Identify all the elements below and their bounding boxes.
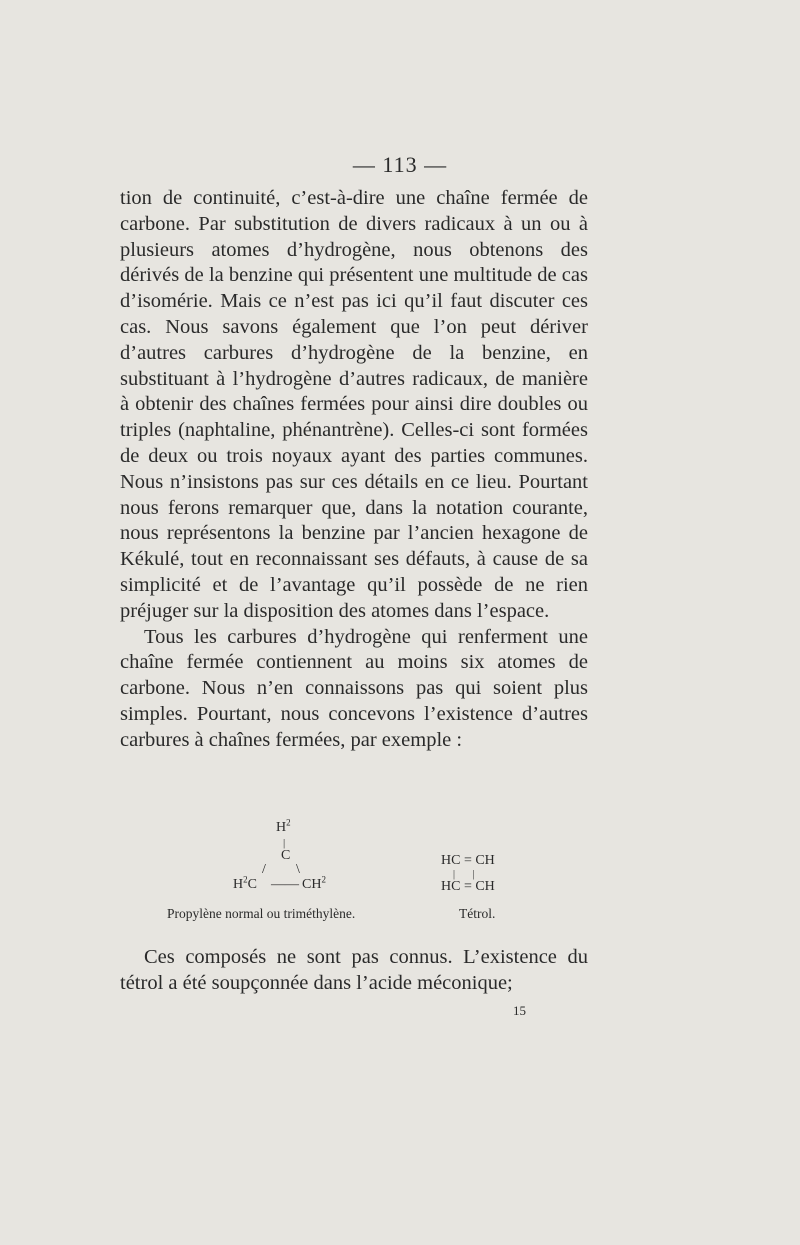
propylene-top-h2: $H^2$ [276, 817, 291, 835]
propylene-bottom-bond: —— [271, 877, 299, 892]
propylene-caption: Propylène normal ou triméthylène. [167, 906, 356, 921]
tetrol-row-2: HC = CH [441, 879, 495, 894]
paragraph-2: Tous les carbures d’hydrogène qui renferment une chaîne fermée contiennent au moins six atomes de carbone. Nous n’en connaissons pas qui soient plus simples. Pourtant, nous concevons l’existence d’autres carbures à chaînes fermées, par exemple : [120, 625, 588, 751]
page-number: — 113 — [352, 152, 448, 177]
closing-text [120, 945, 588, 997]
tetrol-row-1: HC = CH [441, 853, 495, 868]
propylene-right-bond: \ [296, 862, 300, 877]
propylene-bottom-right: $CH^2$ [302, 874, 326, 892]
propylene-vertical-bond: | [283, 837, 286, 849]
paragraph-3: Ces composés ne sont pas connus. L’existence du tétrol a été soupçonnée dans l’acide méconique; [120, 946, 588, 994]
propylene-left-bond: / [262, 862, 266, 877]
paragraph-1: tion de continuité, c’est-à-dire une chaîne fermée de carbone. Par substitution de divers radicaux à un ou à plusieurs atomes d’hydrogène, nous obtenons des dérivés de la benzine qui présentent une multitude de cas d’isomérie. Mais ce n’est pas ici qu’il faut discuter ces cas. Nous savons également que l’on peut dériver d’autres carbures d’hydrogène de la benzine, en substituant à l’hydrogène d’autres radicaux, de manière à obtenir des chaînes fermées pour ainsi dire doubles ou triples (naphtaline, phénantrène). Celles-ci sont formées de deux ou trois noyaux ayant des parties communes. Nous n’insistons pas sur ces détails en ce lieu. Pourtant nous ferons remarquer que, dans la notation courante, nous représentons la benzine par l’ancien hexagone de Kékulé, tout en reconnaissant ses défauts, à cause de sa simplicité et de l’avantage qu’il possède de ne rien préjuger sur la disposition des atomes dans l’espace. [120, 187, 588, 622]
tetrol-caption: Tétrol. [459, 906, 496, 921]
propylene-bottom-left: $H^2C$ [233, 874, 257, 892]
propylene-center-c: C [281, 848, 291, 863]
signature-mark: 15 [513, 1003, 526, 1018]
tetrol-bonds: | | [453, 869, 475, 880]
